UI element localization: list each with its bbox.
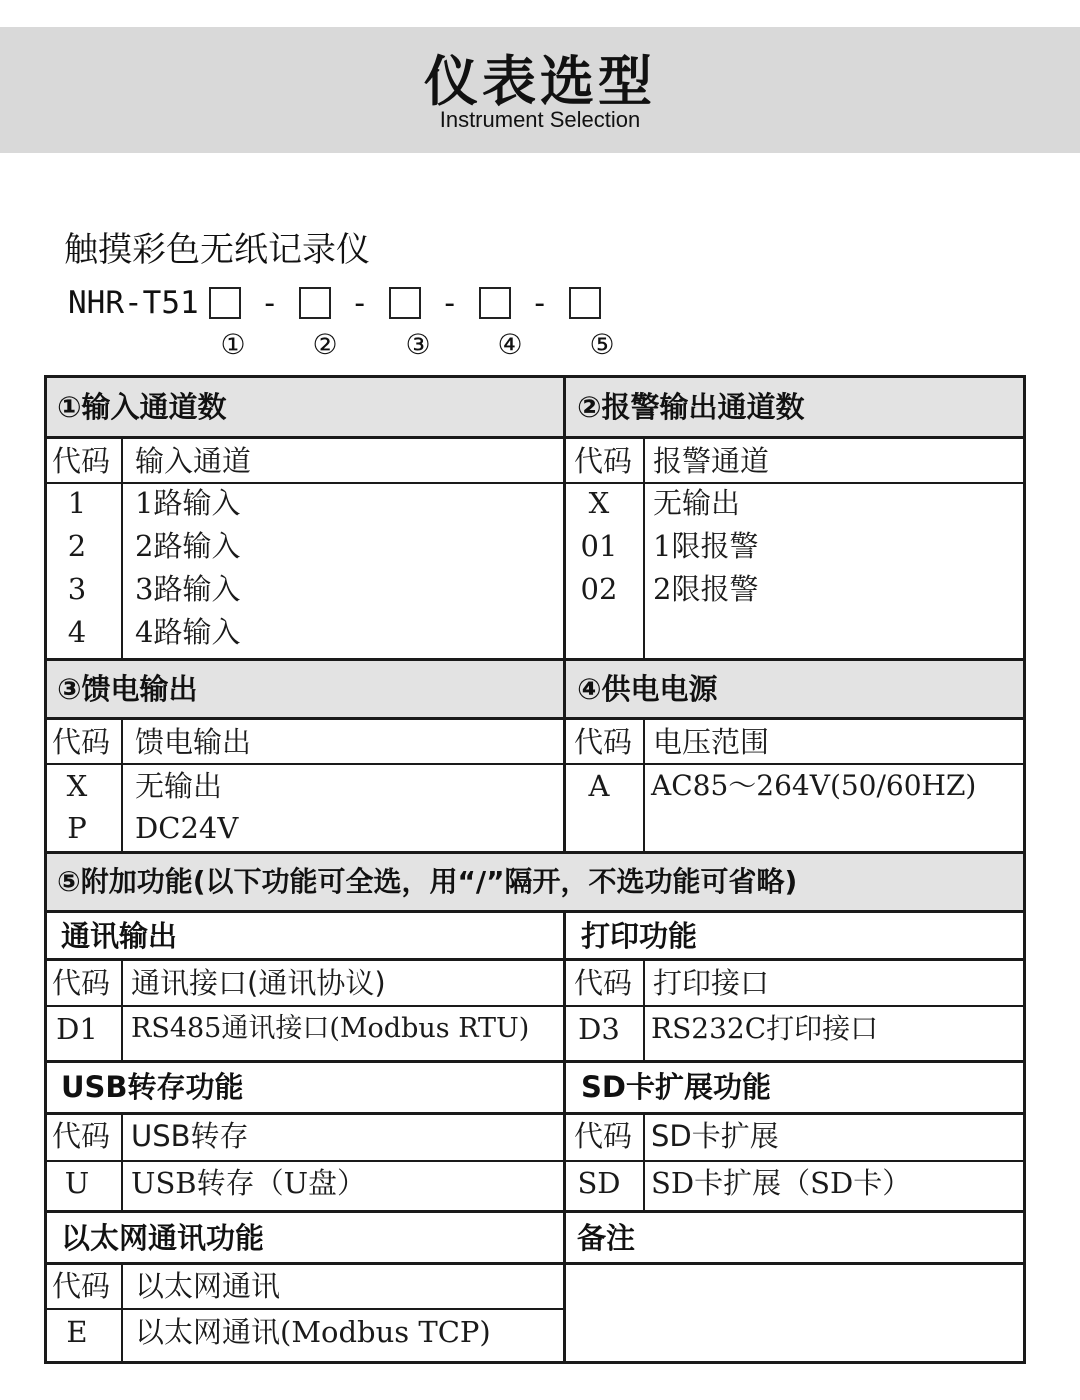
slot-number-3: ③ xyxy=(405,328,431,361)
table-rule xyxy=(47,763,1023,765)
column-header-code: 代码 xyxy=(51,1269,110,1303)
table-rule xyxy=(47,958,1023,961)
option-code: X xyxy=(66,769,88,803)
option-desc: 1限报警 xyxy=(653,529,759,563)
column-header-code: 代码 xyxy=(51,444,110,478)
model-separator: - xyxy=(264,285,276,321)
title-banner xyxy=(0,27,1080,153)
option-desc: 4路输入 xyxy=(135,615,241,649)
table-rule xyxy=(47,1262,1023,1265)
table-column-divider xyxy=(121,1112,123,1210)
option-desc: 1路输入 xyxy=(135,486,241,520)
column-header-code: 代码 xyxy=(573,725,632,759)
column-header-code: 代码 xyxy=(51,725,110,759)
table-rule xyxy=(47,1005,1023,1007)
option-code: SD xyxy=(577,1166,621,1200)
option-desc: 2路输入 xyxy=(135,529,241,563)
model-prefix: NHR-T51 xyxy=(68,285,199,321)
slot-number-2: ② xyxy=(312,328,338,361)
option-desc: 2限报警 xyxy=(653,572,759,606)
table-rule xyxy=(47,1308,563,1310)
slot-number-4: ④ xyxy=(497,328,523,361)
column-header-code: 代码 xyxy=(51,1119,110,1153)
option-desc: RS232C打印接口 xyxy=(651,1012,879,1045)
subsection-title-comm: 通讯输出 xyxy=(61,919,178,953)
option-code: 2 xyxy=(67,529,87,563)
subsection-title-print: 打印功能 xyxy=(581,919,698,953)
column-header-print: 打印接口 xyxy=(653,966,770,1000)
table-column-divider xyxy=(563,910,566,1361)
table-column-divider xyxy=(643,717,645,851)
option-desc: 无输出 xyxy=(653,486,741,520)
slot-number-5: ⑤ xyxy=(589,328,615,361)
column-header-ethernet: 以太网通讯 xyxy=(135,1269,281,1303)
option-code: D3 xyxy=(578,1012,620,1046)
table-rule xyxy=(47,1210,1023,1213)
subsection-title-ethernet: 以太网通讯功能 xyxy=(61,1221,265,1255)
option-desc: 3路输入 xyxy=(135,572,241,606)
section-title-input-channels: ①输入通道数 xyxy=(57,390,227,424)
model-slot-5 xyxy=(569,287,601,319)
table-column-divider xyxy=(121,958,123,1060)
table-rule xyxy=(47,717,1023,720)
section-title-feed-output: ③馈电输出 xyxy=(57,672,198,706)
page-title: 仪表选型 xyxy=(424,50,656,113)
option-code: D1 xyxy=(56,1012,98,1046)
table-column-divider xyxy=(643,958,645,1060)
column-header-code: 代码 xyxy=(573,966,632,1000)
column-header-sd: SD卡扩展 xyxy=(651,1119,779,1153)
table-column-divider xyxy=(563,378,566,854)
column-header-usb: USB转存 xyxy=(131,1119,249,1153)
model-slot-3 xyxy=(389,287,421,319)
model-separator: - xyxy=(444,285,456,321)
table-rule xyxy=(47,436,1023,439)
option-code: A xyxy=(588,769,610,803)
model-code-pattern xyxy=(68,283,601,323)
option-code: 3 xyxy=(67,572,87,606)
subsection-title-sd: SD卡扩展功能 xyxy=(581,1070,771,1104)
column-header-code: 代码 xyxy=(51,966,110,1000)
option-desc: USB转存（U盘） xyxy=(131,1166,367,1200)
option-desc: AC85～264V(50/60HZ) xyxy=(651,769,977,802)
table-rule xyxy=(47,482,1023,484)
subsection-title-usb: USB转存功能 xyxy=(61,1070,244,1104)
column-header-input: 输入通道 xyxy=(135,444,252,478)
model-separator: - xyxy=(354,285,366,321)
option-code: 01 xyxy=(580,529,618,563)
table-column-divider xyxy=(643,436,645,658)
table-rule xyxy=(47,851,1023,854)
product-name: 触摸彩色无纸记录仪 xyxy=(64,230,370,270)
table-column-divider xyxy=(643,1112,645,1210)
option-code: 1 xyxy=(67,486,87,520)
model-slot-4 xyxy=(479,287,511,319)
column-header-alarm: 报警通道 xyxy=(653,444,770,478)
table-column-divider xyxy=(121,717,123,851)
column-header-code: 代码 xyxy=(573,1119,632,1153)
slot-number-1: ① xyxy=(220,328,246,361)
table-rule xyxy=(47,1112,1023,1115)
option-desc: RS485通讯接口(Modbus RTU) xyxy=(131,1013,530,1044)
column-header-voltage: 电压范围 xyxy=(653,725,770,759)
section-title-power-supply: ④供电电源 xyxy=(577,672,718,706)
subsection-title-remarks: 备注 xyxy=(577,1221,636,1255)
table-rule xyxy=(47,658,1023,661)
model-separator: - xyxy=(534,285,546,321)
option-code: 02 xyxy=(580,572,618,606)
table-rule xyxy=(47,1060,1023,1063)
section-title-additional-functions: ⑤附加功能(以下功能可全选，用“/”隔开，不选功能可省略) xyxy=(57,865,798,898)
section-title-alarm-output: ②报警输出通道数 xyxy=(577,390,805,424)
option-code: P xyxy=(67,811,87,845)
option-code: 4 xyxy=(67,615,87,649)
option-code: E xyxy=(66,1315,88,1349)
table-rule xyxy=(47,1160,1023,1162)
option-desc: 以太网通讯(Modbus TCP) xyxy=(135,1315,491,1349)
option-code: U xyxy=(64,1166,90,1200)
table-column-divider xyxy=(121,436,123,658)
column-header-code: 代码 xyxy=(573,444,632,478)
option-desc: SD卡扩展（SD卡） xyxy=(651,1166,912,1200)
table-rule xyxy=(47,910,1023,913)
page-subtitle: Instrument Selection xyxy=(439,107,641,132)
model-slot-1 xyxy=(209,287,241,319)
model-slot-2 xyxy=(299,287,331,319)
option-code: X xyxy=(588,486,610,520)
option-desc: DC24V xyxy=(135,811,239,845)
column-header-feed: 馈电输出 xyxy=(135,725,252,759)
column-header-comm: 通讯接口(通讯协议) xyxy=(131,966,386,1000)
table-column-divider xyxy=(121,1262,123,1361)
option-desc: 无输出 xyxy=(135,769,223,803)
selection-table xyxy=(44,375,1026,1364)
